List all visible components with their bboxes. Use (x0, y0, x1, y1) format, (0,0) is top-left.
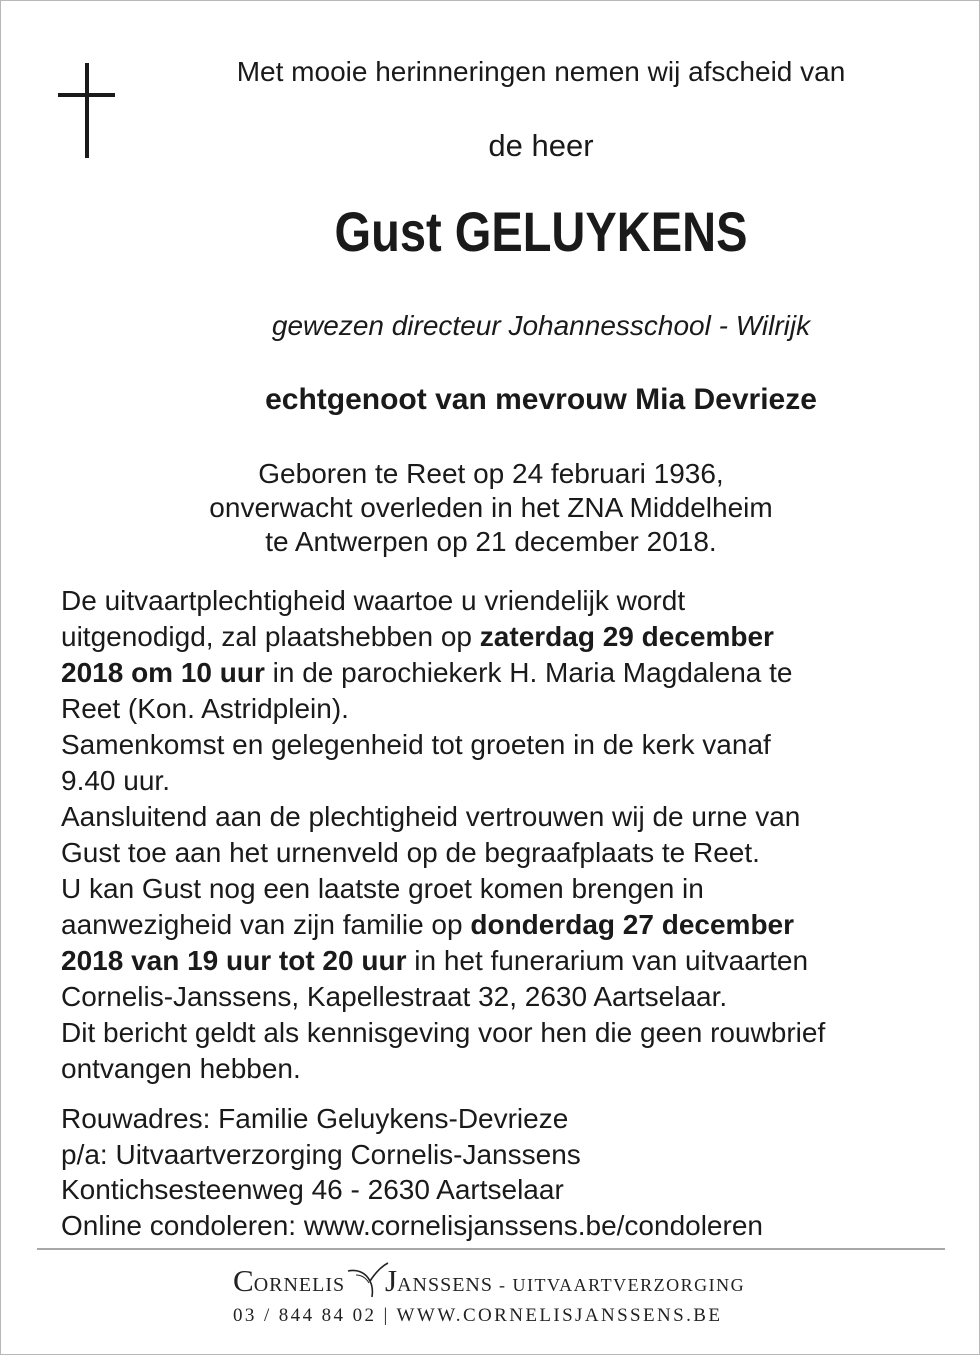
body-line: Reet (Kon. Astridplein). (61, 693, 349, 724)
address-care-of: p/a: Uitvaartverzorging Cornelis-Janssens (61, 1138, 581, 1170)
logo-text-ornelis: ORNELIS (253, 1274, 346, 1296)
birth-death-block (51, 457, 931, 559)
logo-initial-c: C (233, 1263, 254, 1298)
logo-initial-j: J (385, 1263, 398, 1298)
address-family: Rouwadres: Familie Geluykens-Devrieze (61, 1103, 569, 1134)
mourning-address (61, 1101, 961, 1243)
spouse-line: echtgenoot van mevrouw Mia Devrieze (265, 383, 817, 416)
body-line: Aansluitend aan de plechtigheid vertrouwen wij de urne van (61, 801, 801, 832)
funeral-date: zaterdag 29 december (479, 621, 774, 652)
body-line (61, 655, 961, 691)
feather-flourish-icon (346, 1259, 390, 1299)
logo-text-anssens: ANSSENS (397, 1274, 493, 1296)
address-street: Kontichsesteenweg 46 - 2630 Aartselaar (61, 1174, 564, 1205)
death-place-line: te Antwerpen op 21 december 2018. (265, 526, 717, 557)
birth-line: Geboren te Reet op 24 februari 1936, (258, 458, 724, 489)
visitation-date: donderdag 27 december (470, 909, 795, 940)
body-line: Cornelis-Janssens, Kapellestraat 32, 2630 Aartselaar. (61, 981, 728, 1012)
body-line (61, 907, 961, 943)
body-line: Samenkomst en gelegenheid tot groeten in de kerk vanaf (61, 729, 771, 760)
cross-vertical-bar (85, 63, 89, 158)
death-line: onverwacht overleden in het ZNA Middelheim (209, 492, 773, 523)
cross-horizontal-bar (58, 93, 115, 97)
footer-contact: 03 / 844 84 02 | WWW.CORNELISJANSSENS.BE (233, 1305, 723, 1326)
body-line: ontvangen hebben. (61, 1053, 301, 1084)
body-text-span: in het funerarium van uitvaarten (406, 945, 809, 976)
title-prefix: de heer (488, 128, 594, 163)
deceased-name: Gust GELUYKENS (334, 200, 748, 263)
online-condolence: Online condoleren: www.cornelisjanssens.be/condoleren (61, 1209, 763, 1241)
logo-word-cornelis (233, 1263, 345, 1299)
logo-word-janssens (385, 1263, 745, 1299)
visitation-time: 2018 van 19 uur tot 20 uur (61, 945, 407, 976)
body-line: U kan Gust nog een laatste groet komen brengen in (61, 873, 704, 904)
body-line: Gust toe aan het urnenveld op de begraafplaats te Reet. (61, 837, 760, 868)
body-line: De uitvaartplechtigheid waartoe u vriendelijk wordt (61, 585, 686, 616)
body-text-span: aanwezigheid van zijn familie op (61, 909, 471, 940)
body-line: Dit bericht geldt als kennisgeving voor hen die geen rouwbrief (61, 1017, 826, 1048)
funeral-time: 2018 om 10 uur (61, 657, 265, 688)
logo-text-tagline: - UITVAARTVERZORGING (493, 1275, 746, 1295)
former-function: gewezen directeur Johannesschool - Wilrijk (271, 310, 811, 341)
funeral-details (61, 583, 961, 1087)
intro-text: Met mooie herinneringen nemen wij afscheid van (236, 56, 846, 87)
funeral-home-logo (233, 1259, 773, 1305)
body-text-span: in de parochiekerk H. Maria Magdalena te (264, 657, 793, 688)
body-line: 9.40 uur. (61, 765, 170, 796)
body-line (61, 943, 961, 979)
body-text-span: uitgenodigd, zal plaatshebben op (61, 621, 480, 652)
body-line (61, 619, 961, 655)
footer-divider (37, 1248, 945, 1250)
